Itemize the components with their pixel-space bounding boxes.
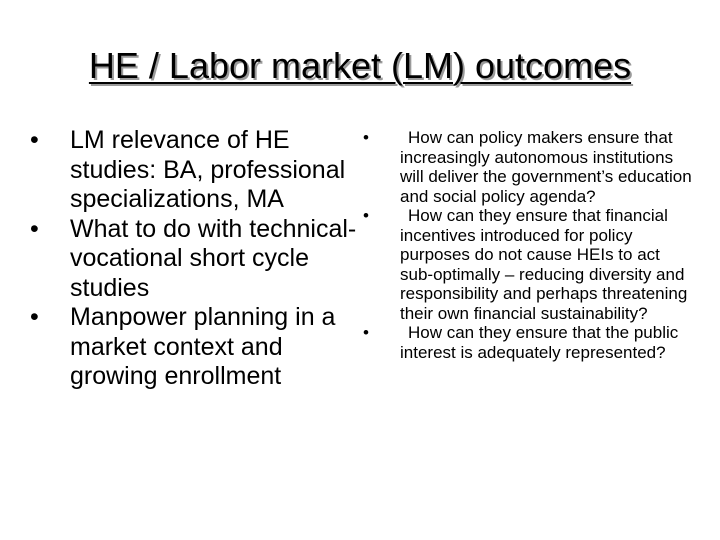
- right-list-item-autonomy: [363, 128, 693, 206]
- bullet-icon: •: [363, 323, 369, 342]
- slide-title: HE / Labor market (LM) outcomes: [88, 45, 632, 86]
- left-list-item-manpower: [30, 303, 360, 392]
- left-list-item-relevance: [30, 126, 360, 215]
- right-item-text: How can they ensure that the public interest is adequately represented?: [400, 323, 679, 362]
- left-list-item-vocational: [30, 215, 360, 304]
- left-item-text: What to do with technical-vocational short cycle studies: [70, 214, 357, 302]
- bullet-icon: •: [30, 303, 39, 331]
- right-item-text: How can they ensure that financial incentives introduced for policy purposes do not cause HEIs to act sub-optimally – reducing diversity and responsibility and perhaps threatening their own financial sustainability?: [400, 206, 688, 323]
- left-item-text: LM relevance of HE studies: BA, professional specializations, MA: [70, 126, 346, 213]
- right-item-text: How can policy makers ensure that increasingly autonomous institutions will deliver the government’s education and social policy agenda?: [400, 128, 692, 206]
- left-bullet-list: [30, 126, 360, 392]
- bullet-icon: •: [363, 206, 369, 225]
- left-item-text: Manpower planning in a market context and growing enrollment: [70, 303, 336, 390]
- bullet-icon: •: [30, 126, 39, 154]
- right-list-item-public-interest: [363, 323, 693, 362]
- bullet-icon: •: [363, 128, 369, 147]
- right-bullet-list: [363, 128, 693, 362]
- right-list-item-incentives: [363, 206, 693, 323]
- bullet-icon: •: [30, 214, 39, 243]
